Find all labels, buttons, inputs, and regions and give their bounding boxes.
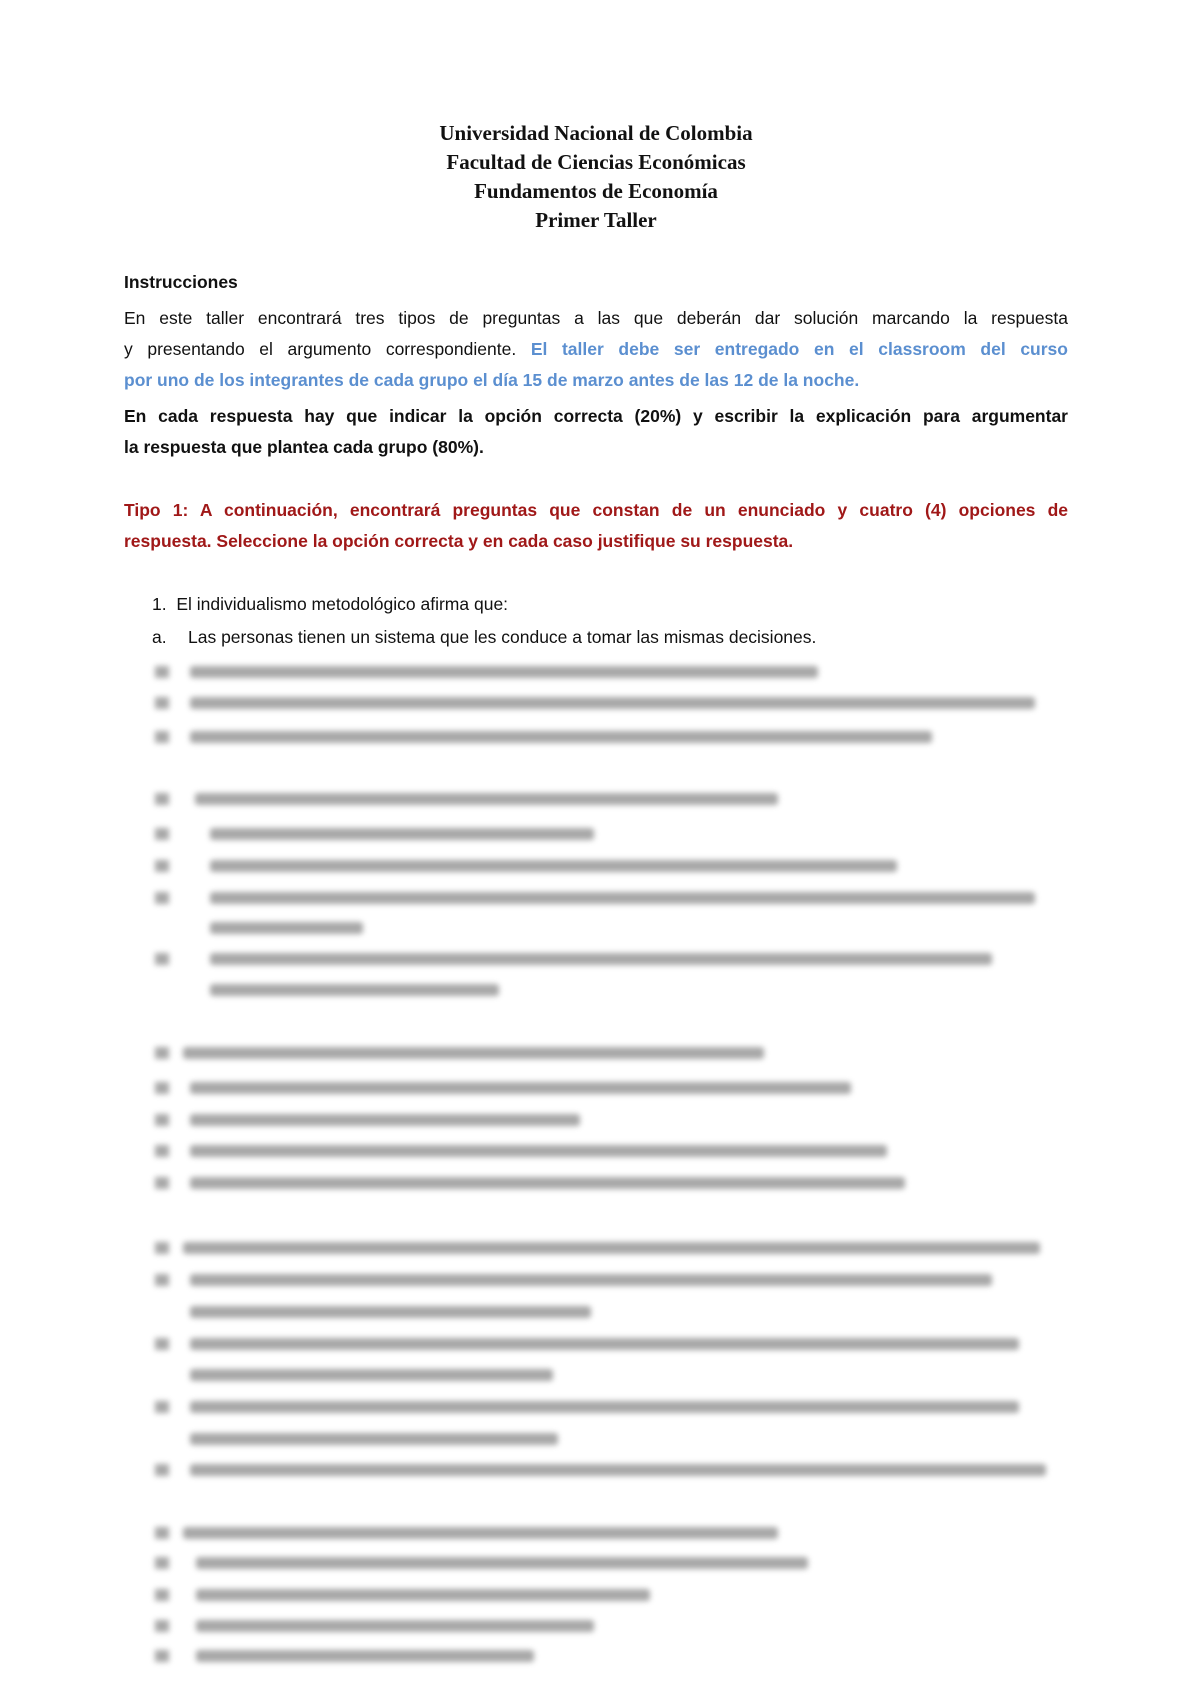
blurred-option-label xyxy=(155,1177,169,1189)
blurred-text-line xyxy=(190,697,1035,709)
blurred-option-label xyxy=(155,892,169,904)
blurred-text-line xyxy=(195,793,778,805)
university-name: Universidad Nacional de Colombia xyxy=(439,121,753,145)
blurred-text-line xyxy=(190,1082,851,1094)
blurred-option-label xyxy=(155,793,169,805)
instructions-line-1: En este taller encontrará tres tipos de preguntas a las que deberán dar solución marcando la respuesta xyxy=(124,308,1068,328)
blurred-text-line xyxy=(190,1114,580,1126)
blurred-option-label xyxy=(155,731,169,743)
instructions-line-2 xyxy=(124,336,1068,362)
blurred-option-label xyxy=(155,1338,169,1350)
blurred-option-label xyxy=(155,1650,169,1662)
instructions-line-3: por uno de los integrantes de cada grupo el día 15 de marzo antes de las 12 de la noche. xyxy=(124,370,860,390)
blurred-option-label xyxy=(155,666,169,678)
blurred-text-line xyxy=(210,953,992,965)
blurred-text-line xyxy=(190,1433,558,1445)
faculty-name: Facultad de Ciencias Económicas xyxy=(446,150,746,174)
blurred-option-label xyxy=(155,1274,169,1286)
blurred-option-label xyxy=(155,1082,169,1094)
blurred-text-line xyxy=(210,922,363,934)
tipo1-line-1: Tipo 1: A continuación, encontrará preguntas que constan de un enunciado y cuatro (4) opciones de xyxy=(124,500,1068,520)
option-a-text: Las personas tienen un sistema que les conduce a tomar las mismas decisiones. xyxy=(188,627,817,647)
instructions-delivery: El taller debe ser entregado en el classroom del curso xyxy=(530,339,1068,359)
blurred-option-label xyxy=(155,1620,169,1632)
blurred-option-label xyxy=(155,953,169,965)
blurred-option-label xyxy=(155,860,169,872)
blurred-text-line xyxy=(196,1557,808,1569)
blurred-option-label xyxy=(155,1401,169,1413)
blurred-text-line xyxy=(190,1306,591,1318)
course-name: Fundamentos de Economía xyxy=(474,179,718,203)
question-number: 1. xyxy=(152,594,167,614)
blurred-text-line xyxy=(190,1401,1019,1413)
blurred-text-line xyxy=(190,1369,553,1381)
question-1 xyxy=(152,591,1052,617)
grading-line-2: la respuesta que plantea cada grupo (80%). xyxy=(124,437,484,457)
instructions-heading: Instrucciones xyxy=(124,272,238,292)
blurred-option-label xyxy=(155,697,169,709)
blurred-text-line xyxy=(196,1620,594,1632)
option-a-label: a. xyxy=(152,627,167,647)
blurred-option-label xyxy=(155,1527,169,1539)
blurred-text-line xyxy=(210,828,594,840)
grading-line-1: En cada respuesta hay que indicar la opción correcta (20%) y escribir la explicación para argumentar xyxy=(124,406,1068,426)
blurred-text-line xyxy=(183,1242,1040,1254)
tipo1-line-2: respuesta. Seleccione la opción correcta y en cada caso justifique su respuesta. xyxy=(124,531,794,551)
blurred-text-line xyxy=(190,1177,905,1189)
blurred-text-line xyxy=(190,1464,1046,1476)
blurred-option-label xyxy=(155,1145,169,1157)
blurred-text-line xyxy=(183,1047,764,1059)
question-text: El individualismo metodológico afirma que: xyxy=(176,594,509,614)
blurred-option-label xyxy=(155,1047,169,1059)
assignment-title: Primer Taller xyxy=(535,208,657,232)
blurred-text-line xyxy=(190,1145,887,1157)
blurred-option-label xyxy=(155,1464,169,1476)
blurred-text-line xyxy=(210,984,499,996)
blurred-text-line xyxy=(196,1589,650,1601)
instructions-plain: y presentando el argumento correspondiente. xyxy=(124,339,517,359)
blurred-option-label xyxy=(155,1557,169,1569)
blurred-option-label xyxy=(155,1114,169,1126)
blurred-option-label xyxy=(155,1242,169,1254)
blurred-option-label xyxy=(155,828,169,840)
blurred-text-line xyxy=(190,1274,992,1286)
blurred-text-line xyxy=(190,1338,1019,1350)
blurred-text-line xyxy=(183,1527,778,1539)
blurred-text-line xyxy=(190,666,818,678)
blurred-text-line xyxy=(190,731,932,743)
blurred-text-line xyxy=(196,1650,534,1662)
blurred-option-label xyxy=(155,1589,169,1601)
blurred-text-line xyxy=(210,860,897,872)
blurred-text-line xyxy=(210,892,1035,904)
